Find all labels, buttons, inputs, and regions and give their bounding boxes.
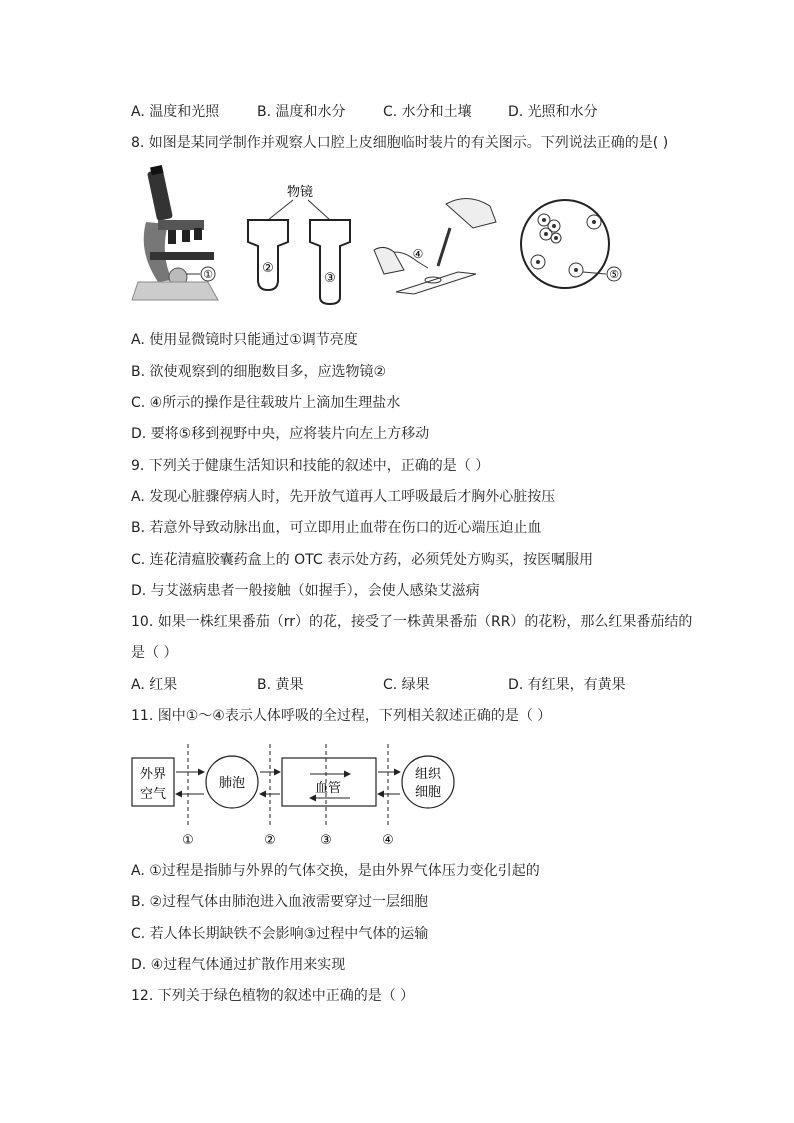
field-of-view-image [521,200,621,288]
q7-option-c: C. 水分和土壤 [383,104,472,120]
q10-option-d: D. 有红果，有黄果 [508,677,626,693]
external-air-line2: 空气 [139,787,167,802]
q9-option-c: C. 连花清瘟胶囊药盒上的 OTC 表示处方药，必须凭处方购买，按医嘱服用 [131,552,594,568]
q7-option-a: A. 温度和光照 [131,104,220,120]
q11-stem: 11. 图中①～④表示人体呼吸的全过程，下列相关叙述正确的是（ ） [131,708,552,724]
external-air-line1: 外界 [139,767,167,782]
tissue-line1: 组织 [414,767,442,782]
q7-option-d: D. 光照和水分 [508,104,598,120]
q8-figure [128,162,628,312]
step-2-marker: ② [264,833,276,848]
marker-2: ② [262,261,274,276]
q8-option-b: B. 欲使观察到的细胞数目多，应选物镜② [131,364,387,380]
q12-stem: 12. 下列关于绿色植物的叙述中正确的是（ ） [131,988,415,1004]
marker-1: ① [203,268,213,281]
step-1-marker: ① [182,833,194,848]
q9-option-d: D. 与艾滋病患者一般接触（如握手），会使人感染艾滋病 [131,583,480,599]
q8-option-c: C. ④所示的操作是往载玻片上滴加生理盐水 [131,395,401,411]
step-4-marker: ④ [382,833,394,848]
q10-option-c: C. 绿果 [383,677,430,693]
marker-3: ③ [324,271,336,286]
tissue-line2: 细胞 [414,785,442,800]
q10-stem-line2: 是（ ） [131,645,178,661]
q8-option-a: A. 使用显微镜时只能通过①调节亮度 [131,332,358,348]
dropper-image [374,198,496,294]
objectives-image [248,184,350,304]
q11-option-d: D. ④过程气体通过扩散作用来实现 [131,957,346,973]
q9-stem: 9. 下列关于健康生活知识和技能的叙述中，正确的是（ ） [131,458,490,474]
step-3-marker: ③ [320,833,332,848]
q9-option-a: A. 发现心脏骤停病人时，先开放气道再人工呼吸最后才胸外心脏按压 [131,489,556,505]
respiration-diagram [128,740,468,852]
q10-option-a: A. 红果 [131,677,178,693]
q8-stem: 8. 如图是某同学制作并观察人口腔上皮细胞临时装片的有关图示。下列说法正确的是( ) [131,135,669,151]
q10-stem-line1: 10. 如果一株红果番茄（rr）的花，接受了一株黄果番茄（RR）的花粉，那么红果番茄结的 [131,614,693,630]
objective-label: 物镜 [286,185,314,200]
microscope-image [132,165,218,300]
q11-option-c: C. 若人体长期缺铁不会影响③过程中气体的运输 [131,926,429,942]
q11-option-a: A. ①过程是指肺与外界的气体交换，是由外界气体压力变化引起的 [131,863,540,879]
q7-option-b: B. 温度和水分 [257,104,346,120]
q9-option-b: B. 若意外导致动脉出血，可立即用止血带在伤口的近心端压迫止血 [131,520,542,536]
tissue-cells-node [402,756,454,808]
marker-5: ⑤ [609,268,619,281]
q11-option-b: B. ②过程气体由肺泡进入血液需要穿过一层细胞 [131,894,429,910]
q10-option-b: B. 黄果 [257,677,304,693]
alveoli-label: 肺泡 [218,776,246,791]
q8-option-d: D. 要将⑤移到视野中央，应将装片向左上方移动 [131,426,430,442]
marker-4: ④ [412,247,424,261]
vessel-label: 血管 [314,781,342,796]
